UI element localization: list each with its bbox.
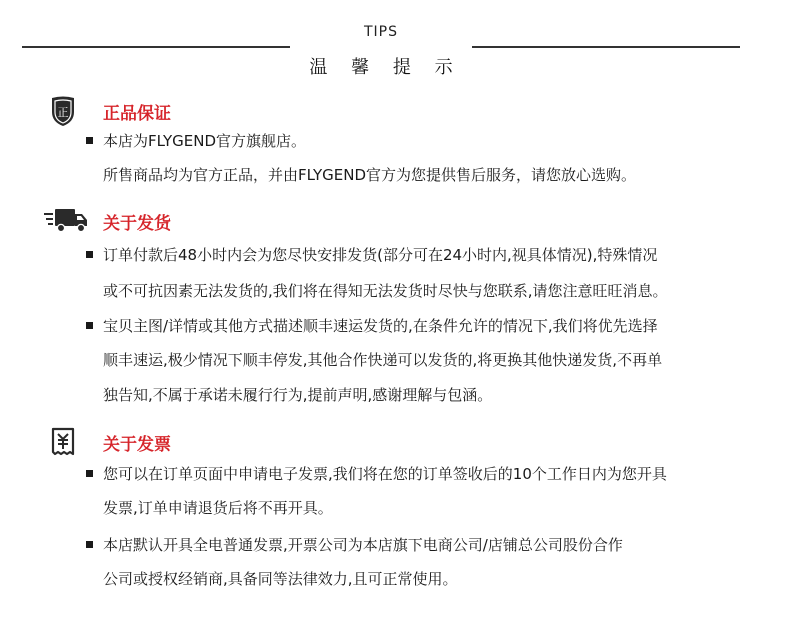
delivery-truck-icon (44, 206, 90, 234)
bullet-marker (86, 470, 93, 477)
bullet-marker (86, 251, 93, 258)
section-authentic-line-2: 所售商品均为官方正品，并由FLYGEND官方为您提供售后服务，请您放心选购。 (103, 166, 637, 184)
shield-zheng-text: 正 (57, 106, 69, 119)
section-invoice-line-2: 发票,订单申请退货后将不再开具。 (103, 499, 333, 517)
section-shipping-line-5: 独告知,不属于承诺未履行行为,提前声明,感谢理解与包涵。 (103, 386, 493, 404)
section-shipping-line-1: 订单付款后48小时内会为您尽快安排发货(部分可在24小时内,视具体情况),特殊情况 (103, 246, 658, 264)
tips-heading-cn: 温 馨 提 示 (309, 57, 462, 78)
section-shipping-line-2: 或不可抗因素无法发货的,我们将在得知无法发货时尽快与您联系,请您注意旺旺消息。 (103, 282, 668, 300)
section-invoice-line-4: 公司或授权经销商,具备同等法律效力,且可正常使用。 (103, 570, 458, 588)
section-shipping-line-3: 宝贝主图/详情或其他方式描述顺丰速运发货的,在条件允许的情况下,我们将优先选择 (103, 317, 658, 335)
invoice-icon (50, 427, 76, 457)
section-authentic-line-1: 本店为FLYGEND官方旗舰店。 (103, 132, 307, 150)
section-title-invoice: 关于发票 (103, 435, 171, 455)
section-invoice-line-1: 您可以在订单页面中申请电子发票,我们将在您的订单签收后的10个工作日内为您开具 (103, 465, 667, 483)
section-title-shipping: 关于发货 (103, 214, 171, 234)
header-divider-left (22, 46, 290, 48)
tips-heading-en: TIPS (363, 24, 398, 40)
bullet-marker (86, 322, 93, 329)
shield-zheng-icon (46, 94, 80, 128)
bullet-marker (86, 137, 93, 144)
section-invoice-line-3: 本店默认开具全电普通发票,开票公司为本店旗下电商公司/店铺总公司股份合作 (103, 536, 623, 554)
header-divider-right (472, 46, 740, 48)
bullet-marker (86, 541, 93, 548)
section-shipping-line-4: 顺丰速运,极少情况下顺丰停发,其他合作快递可以发货的,将更换其他快递发货,不再单 (103, 351, 663, 369)
section-title-authentic: 正品保证 (103, 104, 171, 124)
